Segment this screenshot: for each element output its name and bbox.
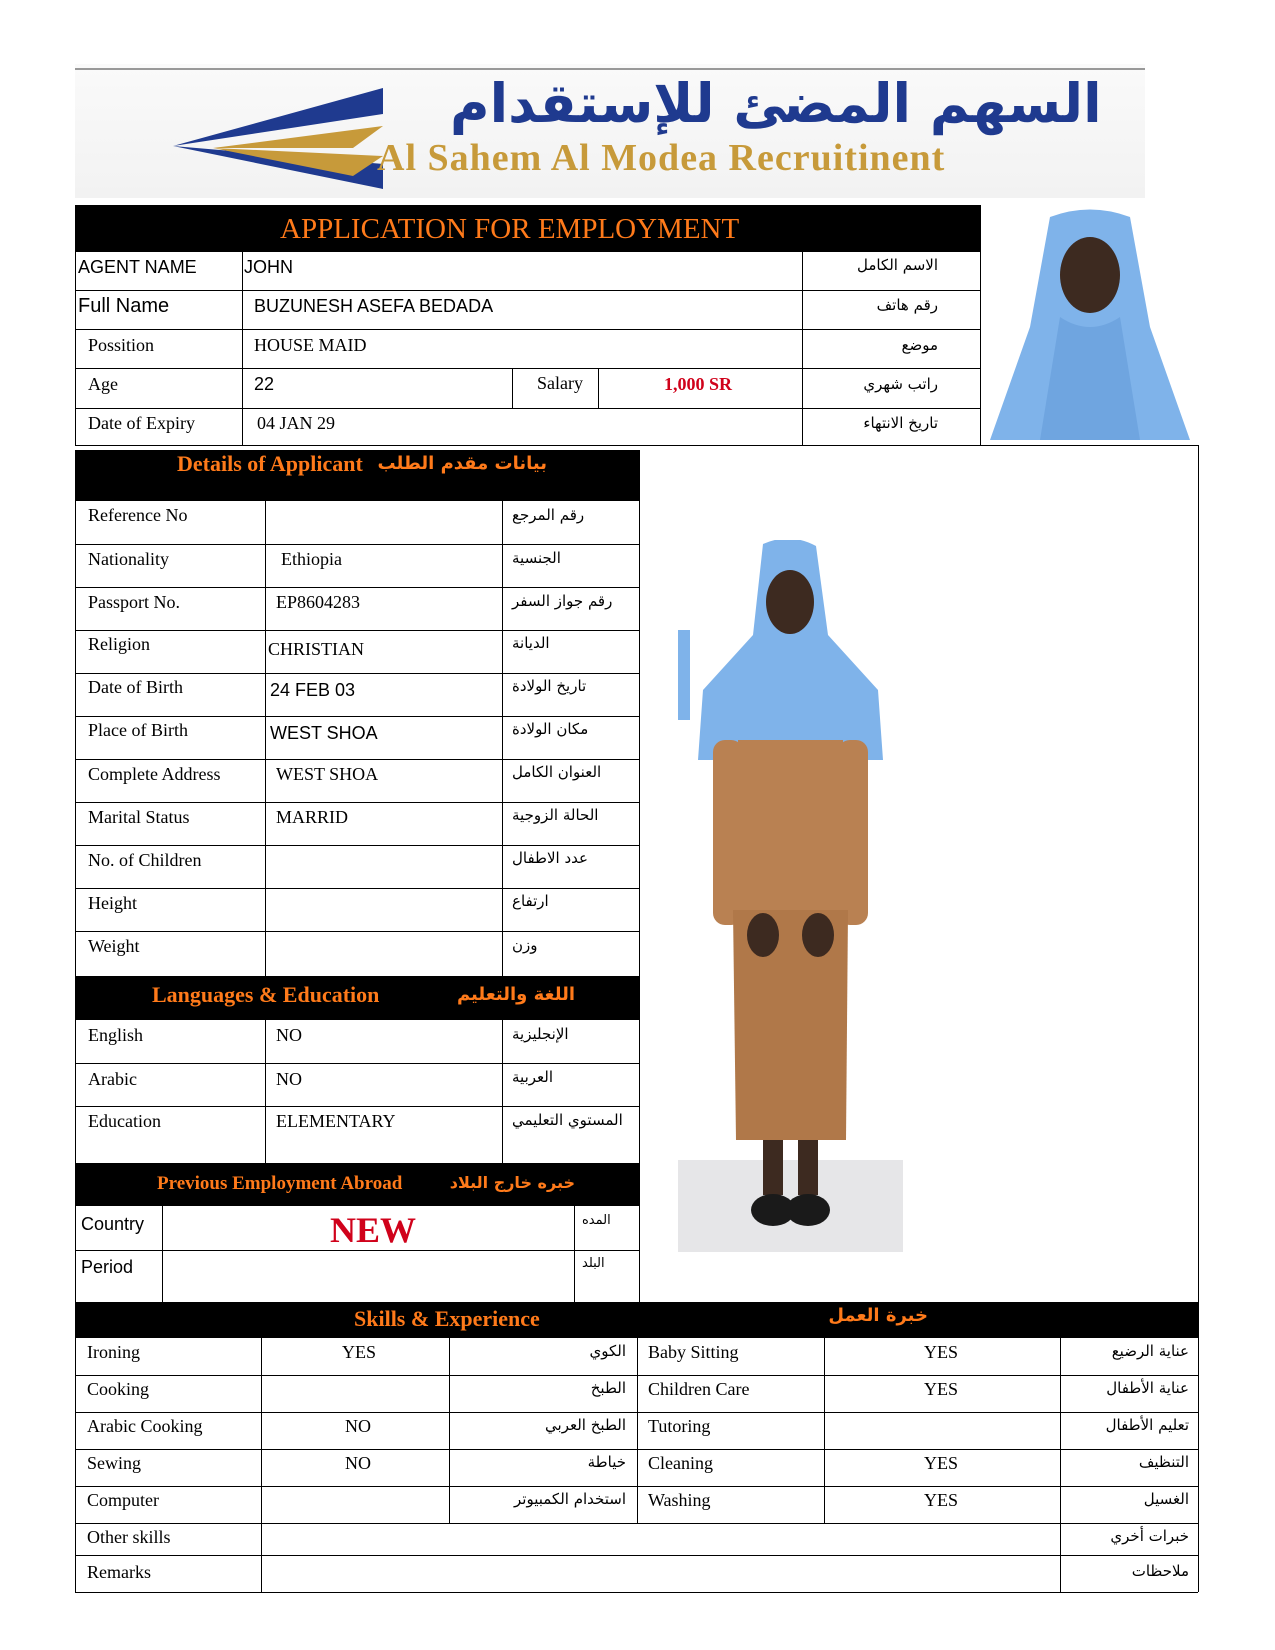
address-value: WEST SHOA — [276, 764, 379, 784]
passport-label: Passport No. — [88, 592, 181, 612]
cooking-arabic: الطبخ — [590, 1379, 626, 1397]
details-title: Details of Applicant — [177, 451, 363, 476]
position-label: Possition — [88, 335, 155, 355]
address-label: Complete Address — [88, 764, 221, 784]
washing-label: Washing — [648, 1490, 711, 1510]
cleaning-arabic: التنظيف — [1138, 1453, 1189, 1471]
children-arabic: عدد الاطفال — [512, 849, 588, 867]
skills-title: Skills & Experience — [354, 1306, 540, 1331]
skills-title-arabic: خبرة العمل — [828, 1305, 928, 1326]
arabic-arabic: العربية — [512, 1068, 553, 1086]
sewing-value: NO — [345, 1453, 371, 1473]
skills-header-bar — [75, 1302, 1198, 1338]
portrait-photo — [990, 207, 1190, 440]
tutoring-arabic: تعليم الأطفال — [1105, 1416, 1189, 1434]
details-title-arabic: بيانات مقدم الطلب — [377, 453, 547, 474]
arabic-value: NO — [276, 1069, 302, 1089]
children-care-value: YES — [924, 1379, 959, 1399]
sewing-label: Sewing — [87, 1453, 141, 1473]
marital-arabic: الحالة الزوجية — [512, 806, 599, 824]
full-name-value: BUZUNESH ASEFA BEDADA — [254, 296, 494, 316]
dob-value: 24 FEB 03 — [270, 680, 356, 700]
country-label: Country — [81, 1214, 145, 1234]
full-name-label: Full Name — [78, 295, 170, 317]
country-arabic: المده — [582, 1213, 611, 1228]
education-label: Education — [88, 1111, 161, 1131]
religion-value: CHRISTIAN — [268, 639, 365, 659]
languages-title: Languages & Education — [152, 982, 380, 1007]
page-title: APPLICATION FOR EMPLOYMENT — [280, 213, 740, 245]
arrow-logo-icon — [153, 86, 383, 191]
washing-value: YES — [924, 1490, 959, 1510]
ironing-arabic: الكوي — [589, 1342, 626, 1360]
weight-arabic: وزن — [512, 936, 538, 954]
dob-label: Date of Birth — [88, 677, 183, 697]
children-label: No. of Children — [88, 850, 202, 870]
cleaning-value: YES — [924, 1453, 959, 1473]
pob-arabic: مكان الولادة — [512, 720, 589, 738]
english-arabic: الإنجليزية — [512, 1025, 569, 1043]
agent-name-arabic: الاسم الكامل — [856, 256, 938, 274]
other-skills-arabic: خبرات أخري — [1110, 1527, 1189, 1545]
full-name-arabic: رقم هاتف — [876, 296, 938, 314]
period-arabic: البلد — [582, 1256, 605, 1271]
height-label: Height — [88, 893, 137, 913]
reference-no-label: Reference No — [88, 505, 188, 525]
remarks-arabic: ملاحظات — [1131, 1562, 1189, 1580]
other-skills-label: Other skills — [87, 1527, 171, 1547]
cleaning-label: Cleaning — [648, 1453, 713, 1473]
previous-title-arabic: خبره خارج البلاد — [449, 1173, 575, 1192]
english-label: English — [88, 1025, 144, 1045]
religion-arabic: الديانة — [512, 634, 550, 652]
photo-frame-right — [1198, 445, 1199, 1302]
passport-value: EP8604283 — [276, 592, 361, 612]
marital-value: MARRID — [276, 807, 349, 827]
baby-sitting-arabic: عناية الرضيع — [1111, 1342, 1189, 1360]
position-value: HOUSE MAID — [254, 335, 367, 355]
computer-arabic: استخدام الكمبيوتر — [514, 1490, 626, 1508]
age-value: 22 — [254, 374, 275, 394]
pob-value: WEST SHOA — [270, 723, 378, 743]
agent-name-value: JOHN — [244, 257, 293, 277]
cooking-label: Cooking — [87, 1379, 150, 1399]
expiry-label: Date of Expiry — [88, 413, 195, 433]
expiry-arabic: تاريخ الانتهاء — [863, 414, 938, 432]
logo-arabic-text: السهم المضئ للإستقدام — [450, 72, 1102, 135]
address-arabic: العنوان الكامل — [512, 763, 602, 781]
arabic-cooking-value: NO — [345, 1416, 371, 1436]
computer-label: Computer — [87, 1490, 159, 1510]
company-logo — [75, 64, 1145, 198]
arabic-cooking-label: Arabic Cooking — [87, 1416, 203, 1436]
salary-value: 1,000 SR — [664, 374, 733, 394]
full-body-photo — [678, 540, 903, 1252]
photo-frame-top — [980, 445, 1198, 446]
position-arabic: موضع — [901, 336, 938, 354]
education-arabic: المستوي التعليمي — [512, 1111, 623, 1129]
previous-title: Previous Employment Abroad — [157, 1173, 403, 1194]
period-label: Period — [81, 1257, 134, 1277]
baby-sitting-label: Baby Sitting — [648, 1342, 739, 1362]
sewing-arabic: خياطة — [587, 1453, 626, 1471]
education-value: ELEMENTARY — [276, 1111, 396, 1131]
children-care-label: Children Care — [648, 1379, 750, 1399]
children-care-arabic: عناية الأطفال — [1106, 1379, 1189, 1397]
logo-english-text: Al Sahem Al Modea Recruitinent — [377, 137, 946, 179]
country-value: NEW — [330, 1210, 417, 1250]
dob-arabic: تاريخ الولادة — [512, 677, 587, 695]
english-value: NO — [276, 1025, 302, 1045]
baby-sitting-value: YES — [924, 1342, 959, 1362]
tutoring-label: Tutoring — [648, 1416, 711, 1436]
marital-label: Marital Status — [88, 807, 190, 827]
nationality-label: Nationality — [88, 549, 169, 569]
religion-label: Religion — [88, 634, 150, 654]
ironing-value: YES — [342, 1342, 377, 1362]
nationality-value: Ethiopia — [281, 549, 342, 569]
reference-no-arabic: رقم المرجع — [512, 506, 585, 524]
logo-top-rule — [75, 68, 1145, 70]
age-label: Age — [88, 374, 118, 394]
ironing-label: Ironing — [87, 1342, 140, 1362]
salary-label: Salary — [537, 373, 583, 393]
pob-label: Place of Birth — [88, 720, 188, 740]
passport-arabic: رقم جواز السفر — [512, 592, 613, 610]
arabic-cooking-arabic: الطبخ العربي — [545, 1416, 626, 1434]
weight-label: Weight — [88, 936, 140, 956]
salary-arabic: راتب شهري — [863, 375, 938, 393]
expiry-value: 04 JAN 29 — [257, 413, 336, 433]
remarks-label: Remarks — [87, 1562, 151, 1582]
agent-name-label: AGENT NAME — [78, 257, 197, 277]
washing-arabic: الغسيل — [1143, 1490, 1189, 1508]
height-arabic: ارتفاع — [512, 892, 549, 910]
nationality-arabic: الجنسية — [512, 549, 561, 567]
languages-title-arabic: اللغة والتعليم — [456, 984, 575, 1005]
arabic-label: Arabic — [88, 1069, 137, 1089]
